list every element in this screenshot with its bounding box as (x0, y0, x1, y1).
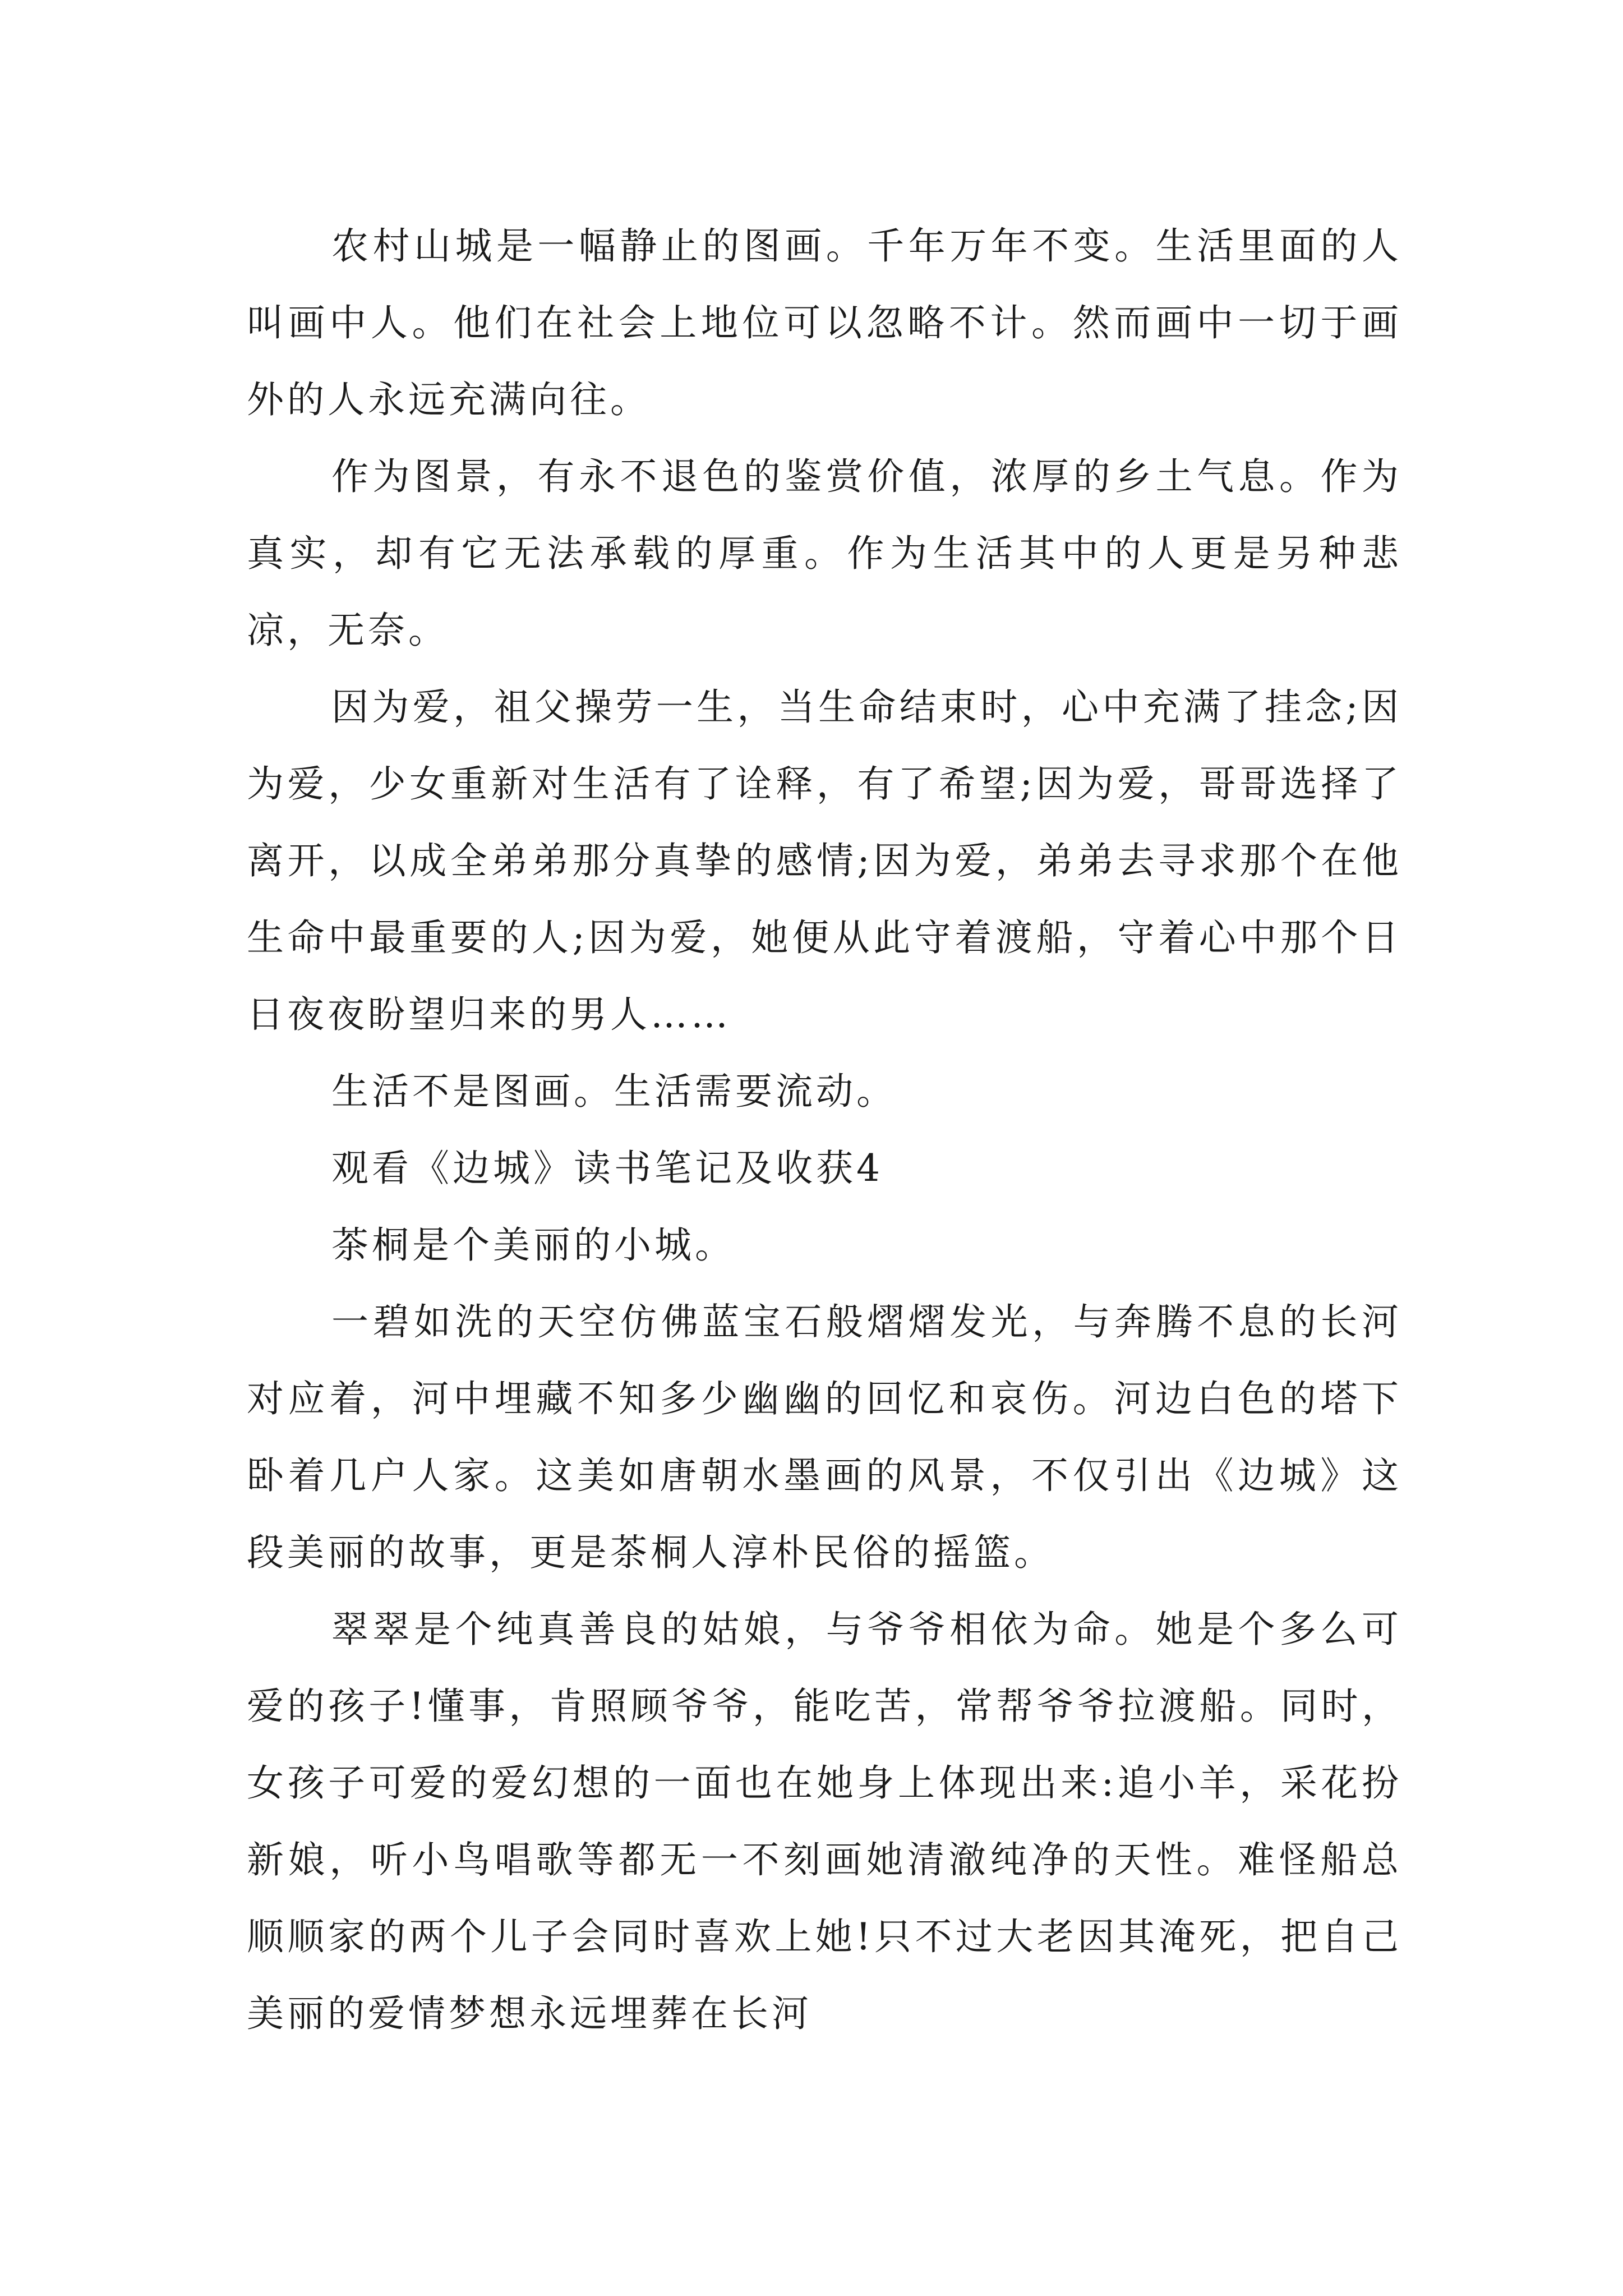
paragraph-3: 因为爱，祖父操劳一生，当生命结束时，心中充满了挂念;因为爱，少女重新对生活有了诠释，有了希望;因为爱，哥哥选择了离开，以成全弟弟那分真挚的感情;因为爱，弟弟去寻求那个在他生命中最重要的人;因为爱，她便从此守着渡船，守着心中那个日日夜夜盼望归来的男人…… (247, 685, 1402, 1036)
paragraph-2: 作为图景，有永不退色的鉴赏价值，浓厚的乡土气息。作为真实，却有它无法承载的厚重。作为生活其中的人更是另种悲凉，无奈。 (247, 455, 1402, 652)
paragraph-4: 生活不是图画。生活需要流动。 (331, 1070, 897, 1113)
paragraph-6: 一碧如洗的天空仿佛蓝宝石般熠熠发光，与奔腾不息的长河对应着，河中埋藏不知多少幽幽的回忆和哀伤。河边白色的塔下卧着几户人家。这美如唐朝水墨画的风景，不仅引出《边城》这段美丽的故事，更是茶桐人淳朴民俗的摇篮。 (247, 1300, 1402, 1574)
document-body (247, 208, 1402, 2052)
section-heading: 观看《边城》读书笔记及收获4 (331, 1147, 883, 1190)
paragraph-1: 农村山城是一幅静止的图画。千年万年不变。生活里面的人叫画中人。他们在社会上地位可以忽略不计。然而画中一切于画外的人永远充满向往。 (247, 224, 1402, 421)
paragraph-5: 茶桐是个美丽的小城。 (331, 1223, 735, 1267)
paragraph-7: 翠翠是个纯真善良的姑娘，与爷爷相依为命。她是个多么可爱的孩子!懂事，肯照顾爷爷，能吃苦，常帮爷爷拉渡船。同时，女孩子可爱的爱幻想的一面也在她身上体现出来:追小羊，采花扮新娘，听小鸟唱歌等都无一不刻画她清澈纯净的天性。难怪船总顺顺家的两个儿子会同时喜欢上她!只不过大老因其淹死，把自己美丽的爱情梦想永远埋葬在长河 (247, 1608, 1402, 2035)
